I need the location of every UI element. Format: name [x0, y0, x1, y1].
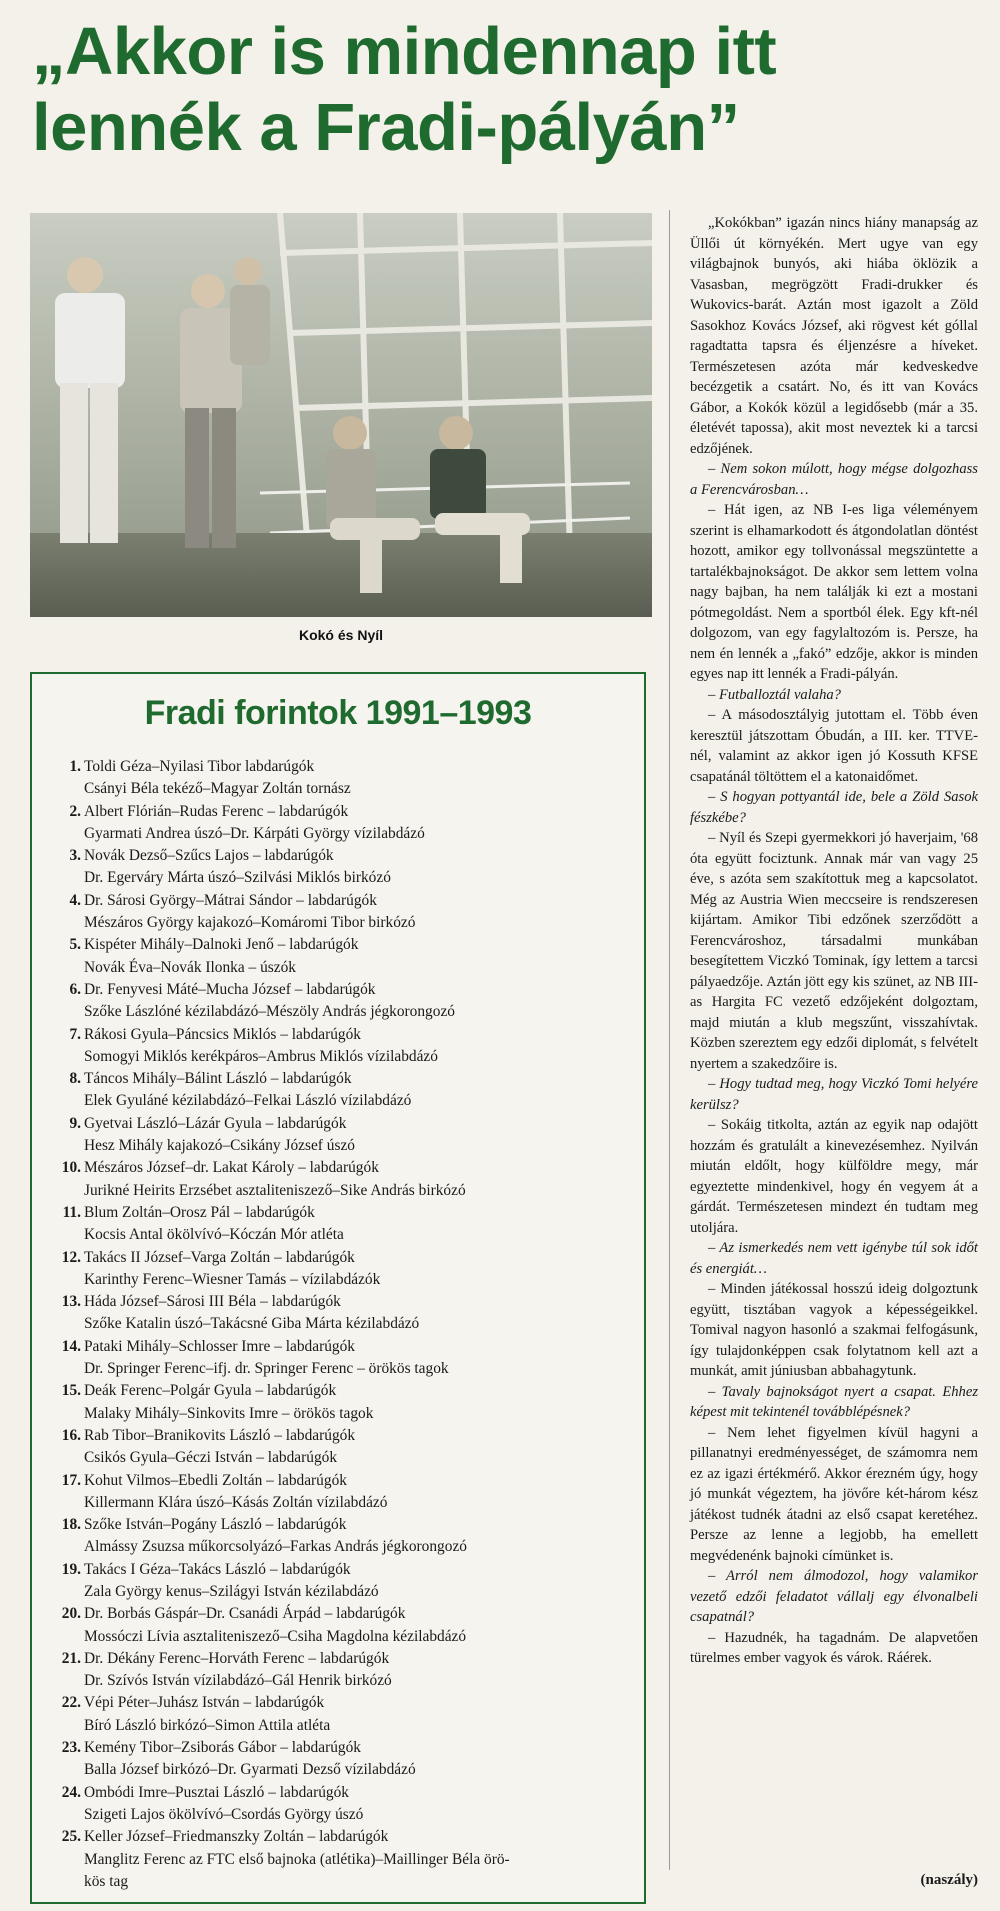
- list-item: [58, 1782, 633, 1827]
- list-item-number: 23.: [61, 1739, 81, 1757]
- list-item-line-2: Killermann Klára úszó–Kásás Zoltán vízilabdázó: [84, 1493, 388, 1511]
- list-item-names: Keller József–Friedmanszky Zoltán – labdarúgók: [84, 1828, 389, 1846]
- list-item-names: Novák Dezső–Szűcs Lajos – labdarúgók: [84, 847, 334, 865]
- list-item: [58, 801, 633, 846]
- list-item-line-2: Mészáros György kajakozó–Komáromi Tibor birkózó: [84, 914, 416, 932]
- list-item-line-2: Novák Éva–Novák Ilonka – úszók: [84, 958, 296, 976]
- list-item-line-2: Zala György kenus–Szilágyi István kézilabdázó: [84, 1582, 379, 1600]
- list-item-number: 8.: [69, 1070, 81, 1088]
- interview-paragraph: – Hazudnék, ha tagadnám. De alapvetően türelmes ember vagyok és várok. Ráérek.: [690, 1629, 978, 1666]
- list-item-number: 16.: [61, 1426, 81, 1444]
- list-item-names: Dr. Sárosi György–Mátrai Sándor – labdarúgók: [84, 891, 377, 909]
- interview-paragraph: – Nem lehet figyelmen kívül hagyni a pillanatnyi eredményességet, de számomra nem ez az igazi értékmérő. Akkor érezném úgy, hogy jó munkát végeztem, ha jövőre két-három kész játékost tudnék átadni az első csapat keretéhez. Persze az lenne a legjobb, ha emellett megvédenénk bajnoki címünket is.: [690, 1424, 978, 1564]
- list-item-line-1: [55, 979, 633, 1001]
- list-item-number: 3.: [69, 847, 81, 865]
- list-item-names: Dr. Dékány Ferenc–Horváth Ferenc – labdarúgók: [84, 1649, 390, 1667]
- list-item-line-2: Balla József birkózó–Dr. Gyarmati Dezső vízilabdázó: [84, 1761, 416, 1779]
- list-item-line-1: [55, 1380, 633, 1402]
- list-item-number: 19.: [61, 1560, 81, 1578]
- list-item-number: 5.: [69, 936, 81, 954]
- list-item: [58, 1068, 633, 1113]
- interview-question: – Az ismerkedés nem vett igénybe túl sok időt és energiát…: [690, 1240, 978, 1277]
- headline: [32, 14, 892, 166]
- list-item-names: Ombódi Imre–Pusztai László – labdarúgók: [84, 1783, 349, 1801]
- interview-paragraph: – Minden játékossal hosszú ideig dolgoztunk együtt, tisztában vagyok a képességeikkel. Tomival nagyon hasonló a szakmai felfogásunk, így tulajdonképpen csak folytatnom kell azt a munkát, amit júniusban abbahagytunk.: [690, 1281, 978, 1379]
- list-item-line-2: Szigeti Lajos ökölvívó–Csordás György úszó: [84, 1805, 364, 1823]
- interview-question: – Nem sokon múlott, hogy mégse dolgozhass a Ferencvárosban…: [690, 461, 978, 498]
- list-item-number: 9.: [69, 1114, 81, 1132]
- list-item-names: Szőke István–Pogány László – labdarúgók: [84, 1516, 347, 1534]
- headline-line-1: „Akkor is mindennap itt: [32, 14, 777, 89]
- list-item-number: 4.: [69, 891, 81, 909]
- list-item-line-1: [55, 1113, 633, 1135]
- list-item-number: 17.: [61, 1471, 81, 1489]
- list-item-line-1: [55, 1470, 633, 1492]
- list-item: [58, 1648, 633, 1693]
- interview-article: [690, 213, 978, 1669]
- list-item: [58, 890, 633, 935]
- list-item: [58, 1024, 633, 1069]
- headline-line-2: lennék a Fradi-pályán”: [32, 90, 740, 165]
- list-item-line-2: Csikós Gyula–Géczi István – labdarúgók: [84, 1449, 338, 1467]
- list-item-line-2: Dr. Springer Ferenc–ifj. dr. Springer Ferenc – örökös tagok: [84, 1360, 449, 1378]
- list-item: [58, 1291, 633, 1336]
- list-item-line-3: kös tag: [84, 1872, 129, 1890]
- list-item-line-1: [55, 1247, 633, 1269]
- list-item-number: 1.: [69, 758, 81, 775]
- list-item-line-1: [55, 756, 633, 778]
- list-item: [58, 1826, 633, 1893]
- list-item-names: Kemény Tibor–Zsiborás Gábor – labdarúgók: [84, 1739, 361, 1757]
- list-item-line-1: [55, 845, 633, 867]
- list-item-line-2: Jurikné Heirits Erzsébet asztaliteniszező–Sike András birkózó: [84, 1181, 466, 1199]
- list-item: [58, 756, 633, 801]
- list-item-line-1: [55, 1692, 633, 1714]
- interview-question: – S hogyan pottyantál ide, bele a Zöld Sasok fészkébe?: [690, 789, 978, 826]
- list-item-line-1: [55, 1202, 633, 1224]
- list-item-names: Gyetvai László–Lázár Gyula – labdarúgók: [84, 1114, 347, 1132]
- interview-question: – Hogy tudtad meg, hogy Viczkó Tomi helyére kerülsz?: [690, 1076, 978, 1113]
- list-item-number: 21.: [61, 1649, 81, 1667]
- list-item-number: 13.: [61, 1293, 81, 1311]
- interview-question: – Arról nem álmodozol, hogy valamikor vezető edzői feladatot vállalj egy élvonalbeli csapatnál?: [690, 1568, 978, 1625]
- list-item-number: 11.: [62, 1203, 81, 1221]
- list-item-names: Pataki Mihály–Schlosser Imre – labdarúgók: [84, 1337, 355, 1355]
- award-list: [58, 756, 633, 1893]
- list-item-line-2: Gyarmati Andrea úszó–Dr. Kárpáti György vízilabdázó: [84, 824, 425, 842]
- list-item-line-2: Mossóczi Lívia asztaliteniszező–Csiha Magdolna kézilabdázó: [84, 1627, 467, 1645]
- list-item-line-1: [55, 1291, 633, 1313]
- interview-question: – Futballoztál valaha?: [708, 686, 841, 703]
- list-item: [58, 1113, 633, 1158]
- list-item-number: 2.: [69, 802, 81, 820]
- list-item-names: Táncos Mihály–Bálint László – labdarúgók: [84, 1070, 352, 1088]
- list-item-line-2: Kocsis Antal ökölvívó–Kóczán Mór atléta: [84, 1226, 344, 1244]
- list-item-line-1: [55, 1425, 633, 1447]
- list-item-names: Rab Tibor–Branikovits László – labdarúgók: [84, 1426, 356, 1444]
- list-item-line-1: [55, 1336, 633, 1358]
- list-item: [58, 1737, 633, 1782]
- list-item-line-1: [55, 1559, 633, 1581]
- list-item-names: Albert Flórián–Rudas Ferenc – labdarúgók: [84, 802, 349, 820]
- list-item-number: 25.: [61, 1828, 81, 1846]
- list-item-line-2: Manglitz Ferenc az FTC első bajnoka (atlétika)–Maillinger Béla örö-: [84, 1850, 510, 1868]
- list-item-number: 15.: [61, 1382, 81, 1400]
- interview-paragraph: – Nyíl és Szepi gyermekkori jó haverjaim, '68 óta együtt fociztunk. Annak már van vagy 25 éve, s azóta sem szakítottuk meg a kapcsolatot. Még az Austria Wien meccseire is rendszeresen kijártam. Amikor Tibi edzőnek szerződött a Ferencvároshoz, társadalmi munkában besegítettem Viczkó Tominak, így lettem a tarcsi pályaedzője. Aztán jött egy kis szünet, az NB III-as Hargita FC vezető edzőjeként dolgoztam, majd miután a klub megszűnt, visszahívtak. Közben szereztem egy edzői diplomát, s felvételt nyertem a szakedzőire is.: [690, 830, 978, 1072]
- list-item-line-1: [55, 1782, 633, 1804]
- list-item: [58, 1336, 633, 1381]
- list-item-line-2: Elek Gyuláné kézilabdázó–Felkai László vízilabdázó: [84, 1092, 412, 1110]
- list-item: [58, 979, 633, 1024]
- list-item-number: 24.: [61, 1783, 81, 1801]
- photo-caption: Kokó és Nyíl: [298, 627, 384, 643]
- list-item: [58, 1692, 633, 1737]
- list-item-line-2: Dr. Egerváry Márta úszó–Szilvási Miklós birkózó: [84, 869, 391, 887]
- photo: [30, 213, 652, 617]
- list-item: [58, 1247, 633, 1292]
- list-item-line-1: [55, 1737, 633, 1759]
- author-signature: (naszály): [920, 1872, 978, 1888]
- list-item-line-1: [55, 1068, 633, 1090]
- list-item-number: 12.: [61, 1248, 81, 1266]
- list-item-names: Dr. Fenyvesi Máté–Mucha József – labdarúgók: [84, 980, 376, 998]
- list-item-line-1: [55, 801, 633, 823]
- list-item-line-1: [55, 1603, 633, 1625]
- column-divider: [669, 210, 670, 1870]
- interview-paragraph: „Kokókban” igazán nincs hiány manapság az Üllői út környékén. Mert ugye van egy világbajnok bunyós, aki hiába öklözik a Vasasban, megrögzött Fradi-drukker és Wukovics-barát. Aztán most igazolt a Zöld Sasokhoz Kovács József, aki rögvest két góllal ragadtatta tapsra és éljenzésre a híveket. Természetesen azóta már kedveskedve becézgetik a csatárt. No, és itt van Kovács Gábor, a Kokók közül a legidősebb (már a 35. életévét tapossa), akit most neveztek ki a tarcsi edzőjének.: [690, 215, 978, 457]
- list-item-number: 14.: [61, 1337, 81, 1355]
- list-item-names: Háda József–Sárosi III Béla – labdarúgók: [84, 1293, 341, 1311]
- list-item-number: 18.: [61, 1516, 81, 1534]
- list-item-number: 7.: [69, 1025, 81, 1043]
- interview-question: – Tavaly bajnokságot nyert a csapat. Ehhez képest mit tekintenél továbblépésnek?: [690, 1383, 978, 1420]
- list-item-number: 6.: [69, 980, 81, 998]
- list-item: [58, 1157, 633, 1202]
- list-item-line-2: Csányi Béla tekéző–Magyar Zoltán tornász: [84, 780, 351, 798]
- interview-paragraph: – Sokáig titkolta, aztán az egyik nap odajött hozzám és gratulált a kinevezésemhez. Nyilván miután eldőlt, hogy külföldre megy, már egyeztette mindenkivel, hogy én vegyem át a gárdát. Természetesen mindezt én tudtam meg utoljára.: [690, 1117, 978, 1236]
- list-item-names: Takács I Géza–Takács László – labdarúgók: [84, 1560, 351, 1578]
- list-item-names: Kispéter Mihály–Dalnoki Jenő – labdarúgók: [84, 936, 359, 954]
- list-item: [58, 1425, 633, 1470]
- list-item-line-1: [55, 1826, 633, 1848]
- list-item-line-2: Malaky Mihály–Sinkovits Imre – örökös tagok: [84, 1404, 374, 1422]
- list-item-names: Vépi Péter–Juhász István – labdarúgók: [84, 1694, 325, 1712]
- photo-illustration: [30, 213, 652, 617]
- list-item-number: 22.: [61, 1694, 81, 1712]
- list-item-line-2: Karinthy Ferenc–Wiesner Tamás – vízilabdázók: [84, 1270, 381, 1288]
- list-item-line-1: [55, 1648, 633, 1670]
- list-item-line-1: [55, 890, 633, 912]
- list-item-names: Mészáros József–dr. Lakat Károly – labdarúgók: [84, 1159, 379, 1177]
- list-item: [58, 934, 633, 979]
- list-item-names: Takács II József–Varga Zoltán – labdarúgók: [84, 1248, 355, 1266]
- list-item-line-2: Bíró László birkózó–Simon Attila atléta: [84, 1716, 331, 1734]
- list-item-number: 10.: [61, 1159, 81, 1177]
- list-item-line-2: Almássy Zsuzsa műkorcsolyázó–Farkas András jégkorongozó: [84, 1538, 467, 1556]
- list-item-line-1: [55, 1514, 633, 1536]
- list-item: [58, 1470, 633, 1515]
- list-item: [58, 1202, 633, 1247]
- list-item-names: Dr. Borbás Gáspár–Dr. Csanádi Árpád – labdarúgók: [84, 1605, 406, 1623]
- list-item-line-1: [55, 1024, 633, 1046]
- list-item-names: Toldi Géza–Nyilasi Tibor labdarúgók: [84, 758, 315, 775]
- list-item-names: Deák Ferenc–Polgár Gyula – labdarúgók: [84, 1382, 337, 1400]
- list-item-line-2: Szőke Lászlóné kézilabdázó–Mészöly András jégkorongozó: [84, 1003, 455, 1021]
- list-item-names: Kohut Vilmos–Ebedli Zoltán – labdarúgók: [84, 1471, 347, 1489]
- list-item: [58, 1380, 633, 1425]
- list-item: [58, 845, 633, 890]
- list-item-line-2: Somogyi Miklós kerékpáros–Ambrus Miklós vízilabdázó: [84, 1047, 438, 1065]
- box-title: Fradi forintok 1991–1993: [144, 694, 532, 732]
- list-item-line-1: [55, 1157, 633, 1179]
- interview-paragraph: – A másodosztályig jutottam el. Több éven keresztül játszottam Óbudán, a III. ker. TTVE-nél, valamint az akkor igen jó Kossuth KFSE csapatánál töltöttem el a katonaidőmet.: [690, 707, 978, 785]
- list-item: [58, 1514, 633, 1559]
- list-item: [58, 1603, 633, 1648]
- list-item-names: Rákosi Gyula–Páncsics Miklós – labdarúgók: [84, 1025, 362, 1043]
- list-item-line-1: [55, 934, 633, 956]
- interview-paragraph: – Hát igen, az NB I-es liga véleményem szerint is elhamarkodott és átgondolatlan döntést hozott, amikor egy tollvonással megszüntette a tartalékbajnokságot. De akkor sem lettem volna nagy bajban, ha nem találják ki ezt a mostani pótmegoldást. Nem a sportból élek. Egy kft-nél dolgozom, van egy fagylaltozóm is. Persze, ha nem én lennék a „fakó” edzője, akkor is minden egyes nap itt lennék a Fradi-pályán.: [690, 502, 978, 682]
- list-item-line-2: Szőke Katalin úszó–Takácsné Giba Márta kézilabdázó: [84, 1315, 420, 1333]
- list-item-number: 20.: [61, 1605, 81, 1623]
- list-item-line-2: Hesz Mihály kajakozó–Csikány József úszó: [84, 1137, 355, 1155]
- sidebar-box: [30, 672, 646, 1904]
- list-item-names: Blum Zoltán–Orosz Pál – labdarúgók: [84, 1203, 315, 1221]
- list-item-line-2: Dr. Szívós István vízilabdázó–Gál Henrik birkózó: [84, 1672, 392, 1690]
- list-item: [58, 1559, 633, 1604]
